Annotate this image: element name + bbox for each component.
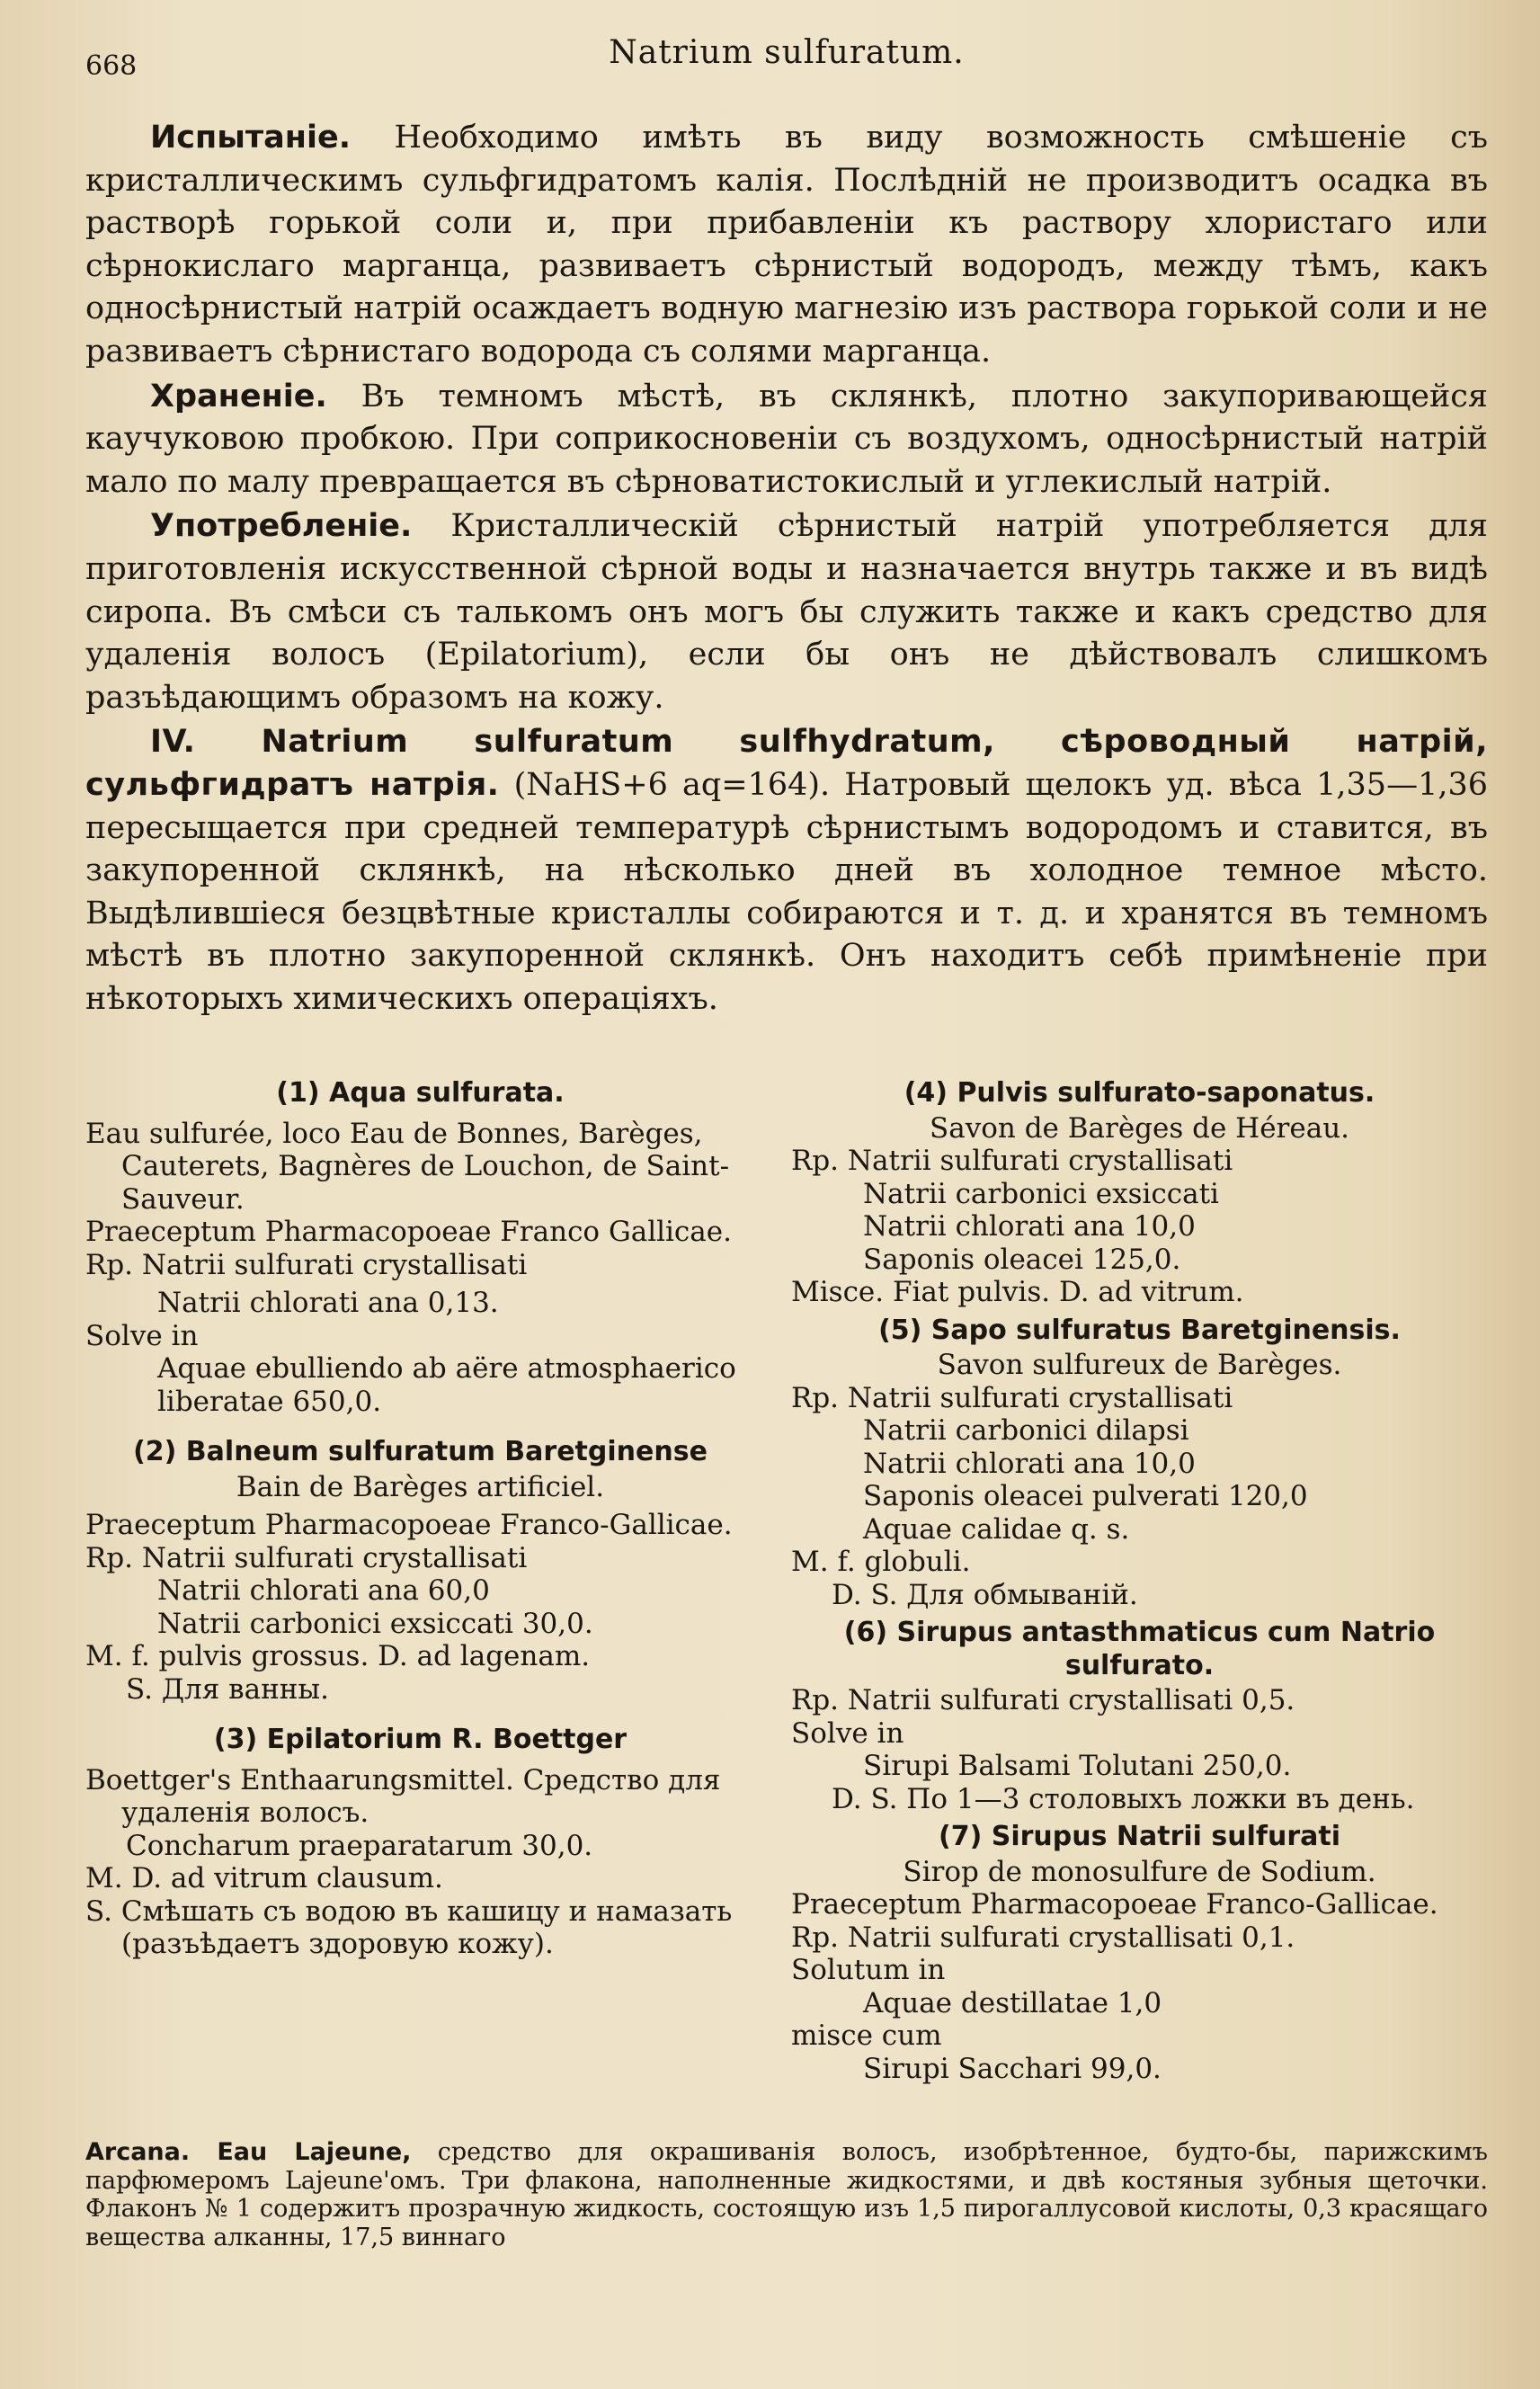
paragraph-label: Употребленіе. (150, 508, 413, 545)
recipe-line: Natrii carbonici dilapsi (863, 1414, 1189, 1447)
page-number: 668 (85, 50, 138, 82)
section-iv-body: (NaHS+6 aq=164). Натровый щелокъ уд. вѣса 1,35—1,36 пересыщается при средней температурѣ сѣрнистымъ водородомъ и ставится, въ закупоренной склянкѣ, на нѣсколько дней въ холодное темное мѣсто. Выдѣлившіеся безцвѣтные кристаллы собираются и т. д. и хранятся въ темномъ мѣстѣ въ плотно закупоренной склянкѣ. Онъ находитъ себѣ примѣненіе при нѣкоторыхъ химическихъ операціяхъ. (85, 766, 1488, 1017)
arcana-footnote (85, 2138, 1488, 2251)
recipe-line: Boettger's Enthaarungsmittel. Средство для удаленія волосъ. (85, 1763, 721, 1829)
recipe-line: M. f. globuli. (791, 1546, 971, 1578)
paragraph-body: Необходимо имѣть въ виду возможность смѣшеніе съ кристаллическимъ сульфгидратомъ калія. Послѣдній не производитъ осадка въ растворѣ горькой соли и, при прибавленіи къ раствору хлористаго или сѣрнокислаго марганца, развиваетъ сѣрнистый водородъ, между тѣмъ, какъ односѣрнистый натрій осаждаетъ водную магнезію изъ раствора горькой соли и не развиваетъ сѣрнистаго водорода съ солями марганца. (85, 120, 1488, 370)
recipe-line: Praeceptum Pharmacopoeae Franco-Gallicae. (791, 1888, 1438, 1921)
paragraph-body: Въ темномъ мѣстѣ, въ склянкѣ, плотно закупоривающейся каучуковою пробкою. При соприкосновеніи съ воздухомъ, односѣрнистый натрій мало по малу превращается въ сѣрноватистокислый и углекислый натрій. (85, 378, 1488, 500)
recipe-line: S. Смѣшать съ водою въ кашицу и намазать (разъѣдаетъ здоровую кожу). (85, 1894, 733, 1960)
paragraph-storage (85, 376, 1488, 504)
recipe-line: Rp. Natrii sulfurati crystallisati (791, 1145, 1233, 1177)
recipe-line: misce cum (791, 2019, 942, 2052)
recipes-left-column (85, 1072, 755, 1961)
paragraph-body: Кристаллическій сѣрнистый натрій употребляется для приготовленія искусственной сѣрной воды и назначается внутрь также и въ видѣ сиропа. Въ смѣси съ талькомъ онъ могъ бы служить также и какъ средство для удаленія волосъ (Epilatorium), если бы онъ не дѣйствовалъ слишкомъ разъѣдающимъ образомъ на кожу. (85, 508, 1488, 716)
recipe-3-title: (3) Epilatorium R. Boettger (213, 1724, 628, 1755)
recipe-7-subtitle: Sirop de monosulfure de Sodium. (903, 1855, 1376, 1888)
recipe-line: Aquae calidae q. s. (863, 1512, 1130, 1546)
recipe-line: Aquae ebulliendo ab aëre atmosphaerico liberatae 650,0. (157, 1352, 736, 1418)
arcana-body: средство для окрашиванія волосъ, изобрѣтенное, будто-бы, парижскимъ парфюмеромъ Lajeune'омъ. Три флакона, наполненные жидкостями, и двѣ костяныя зубныя щеточки. Флаконъ № 1 содержитъ прозрачную жидкость, состоящую изъ 1,5 пирогаллусовой кислоты, 0,3 красящаго вещества алканны, 17,5 виннаго (85, 2138, 1488, 2251)
recipe-line: M. D. ad vitrum clausum. (85, 1862, 443, 1894)
paragraph-testing (85, 117, 1488, 374)
paragraph-label: Храненіе. (150, 378, 327, 415)
recipe-2-subtitle: Bain de Barèges artificiel. (236, 1470, 605, 1503)
recipe-line: M. f. pulvis grossus. D. ad lagenam. (85, 1640, 591, 1672)
recipe-line: Aquae destillatae 1,0 (863, 1986, 1162, 2019)
recipe-line: Sirupi Sacchari 99,0. (863, 2052, 1162, 2085)
recipe-line: Rp. Natrii sulfurati crystallisati (85, 1248, 528, 1281)
recipe-line: Eau sulfurée, loco Eau de Bonnes, Barèges, Cauterets, Bagnères de Louchon, de Saint-Sauveur. (85, 1117, 730, 1216)
recipe-line: Natrii chlorati ana 0,13. (157, 1287, 499, 1319)
recipe-line: Rp. Natrii sulfurati crystallisati (791, 1381, 1233, 1414)
paragraph-label: Испытаніе. (150, 120, 351, 156)
recipe-line: D. S. По 1—3 столовыхъ ложки въ день. (832, 1782, 1415, 1815)
recipe-line: Natrii chlorati ana 10,0 (863, 1210, 1196, 1243)
recipe-line: Natrii carbonici exsiccati 30,0. (157, 1607, 593, 1640)
recipe-line: Rp. Natrii sulfurati crystallisati 0,1. (791, 1921, 1295, 1954)
recipes-right-column (791, 1072, 1488, 2085)
recipe-6-title: (6) Sirupus antasthmaticus cum Natrio sulfurato. (843, 1617, 1436, 1681)
recipe-7-title: (7) Sirupus Natrii sulfurati (939, 1821, 1340, 1852)
recipe-line: Misce. Fiat pulvis. D. ad vitrum. (791, 1276, 1244, 1308)
section-iv-heading: IV. Natrium sulfuratum sulfhydratum, сѣроводный натрій, сульфгидратъ натрія. (85, 724, 1488, 803)
arcana-label: Arcana. Eau Lajeune, (85, 2138, 412, 2166)
recipe-1-title: (1) Aqua sulfurata. (276, 1077, 565, 1109)
recipe-line: Solutum in (791, 1954, 946, 1986)
paragraph-usage (85, 505, 1488, 719)
running-title: Natrium sulfuratum. (609, 34, 965, 71)
recipe-line: Natrii chlorati ana 10,0 (863, 1447, 1196, 1480)
page-header (85, 34, 1488, 88)
recipe-line: Natrii chlorati ana 60,0 (157, 1574, 490, 1607)
recipe-line: Rp. Natrii sulfurati crystallisati (85, 1541, 528, 1574)
recipe-line: Natrii carbonici exsiccati (863, 1177, 1219, 1210)
recipe-4-subtitle: Savon de Barèges de Héreau. (929, 1111, 1350, 1145)
section-iv (85, 721, 1488, 1021)
recipe-line: Solve in (85, 1319, 199, 1352)
recipe-line: Praeceptum Pharmacopoeae Franco Gallicae. (85, 1216, 732, 1248)
recipe-line: Sirupi Balsami Tolutani 250,0. (863, 1750, 1292, 1782)
recipe-line: Praeceptum Pharmacopoeae Franco-Gallicae. (85, 1509, 733, 1541)
recipe-line: Saponis oleacei 125,0. (863, 1243, 1181, 1276)
main-text (85, 117, 1488, 1022)
recipe-line: D. S. Для обмываній. (832, 1578, 1138, 1611)
recipe-line: S. Для ванны. (126, 1672, 329, 1706)
recipe-line: Rp. Natrii sulfurati crystallisati 0,5. (791, 1684, 1295, 1716)
recipe-2-title: (2) Balneum sulfuratum Baretginense (133, 1436, 708, 1467)
recipe-5-title: (5) Sapo sulfuratus Baretginensis. (878, 1314, 1401, 1346)
recipe-line: Concharum praeparatarum 30,0. (126, 1829, 593, 1862)
recipe-line: Saponis oleacei pulverati 120,0 (863, 1480, 1308, 1512)
recipe-line: Solve in (791, 1716, 904, 1750)
recipe-4-title: (4) Pulvis sulfurato-saponatus. (904, 1077, 1375, 1109)
recipe-5-subtitle: Savon sulfureux de Barèges. (937, 1349, 1342, 1381)
